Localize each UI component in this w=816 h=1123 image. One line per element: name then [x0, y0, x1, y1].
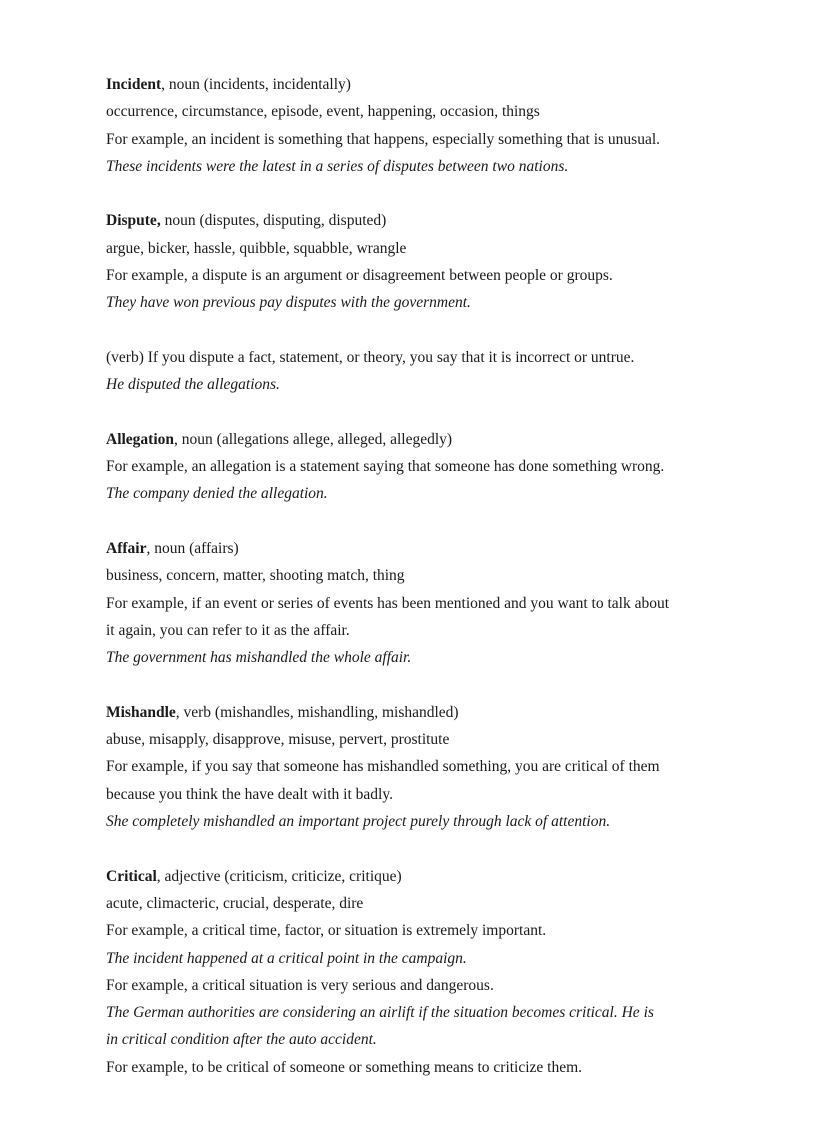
synonyms: acute, climacteric, crucial, desperate, dire [106, 894, 364, 912]
part-of-speech: noun (incidents, incidentally) [168, 76, 351, 93]
entry-dispute-verb [106, 344, 746, 399]
synonyms: argue, bicker, hassle, quibble, squabble, wrangle [106, 239, 407, 257]
entry-mishandle [106, 699, 746, 835]
entry-incident [106, 71, 746, 180]
example-sentence: She completely mishandled an important project purely through lack of attention. [106, 813, 611, 831]
separator: , [174, 430, 182, 448]
definition: For example, an incident is something that happens, especially something that is unusual. [106, 130, 661, 148]
headword: Incident [106, 76, 162, 93]
entry-dispute [106, 207, 746, 316]
headword: Affair [106, 540, 147, 558]
headword-line [106, 426, 746, 453]
part-of-speech: adjective (criticism, criticize, critique) [164, 867, 402, 885]
headword: Allegation [106, 430, 175, 448]
synonyms: abuse, misapply, disapprove, misuse, pervert, prostitute [106, 731, 450, 749]
separator: , [175, 703, 184, 721]
definition-continued: it again, you can refer to it as the affair. [106, 621, 350, 639]
example-sentence: These incidents were the latest in a series of disputes between two nations. [106, 157, 569, 175]
part-of-speech: noun (allegations allege, alleged, allegedly) [181, 430, 453, 448]
headword-line [106, 863, 746, 890]
part-of-speech: verb (mishandles, mishandling, mishandled) [183, 703, 459, 721]
headword: Dispute, [106, 212, 161, 230]
definition: For example, if you say that someone has mishandled something, you are critical of them [106, 758, 660, 776]
verb-definition: (verb) If you dispute a fact, statement, or theory, you say that it is incorrect or untrue. [106, 348, 635, 366]
definition: For example, to be critical of someone or something means to criticize them. [106, 1058, 583, 1076]
example-sentence: He disputed the allegations. [106, 376, 280, 394]
entry-allegation [106, 426, 746, 508]
part-of-speech: noun (affairs) [154, 540, 239, 558]
headword: Critical [106, 867, 157, 885]
separator: , [146, 540, 155, 558]
synonyms: occurrence, circumstance, episode, event, happening, occasion, things [106, 103, 540, 121]
separator: , [161, 76, 169, 93]
example-sentence: The company denied the allegation. [106, 485, 328, 503]
entry-affair [106, 535, 746, 671]
definition: For example, a critical time, factor, or situation is extremely important. [106, 922, 547, 940]
separator: , [156, 867, 165, 885]
definition-continued: because you think the have dealt with it badly. [106, 785, 393, 803]
definition: For example, a critical situation is very serious and dangerous. [106, 976, 494, 994]
definition: For example, if an event or series of events has been mentioned and you want to talk about [106, 594, 670, 612]
example-sentence: The German authorities are considering an airlift if the situation becomes critical. He is [106, 1004, 654, 1022]
headword-line [106, 535, 746, 562]
headword-line [106, 207, 746, 234]
definition: For example, a dispute is an argument or disagreement between people or groups. [106, 267, 613, 285]
example-sentence: They have won previous pay disputes with the government. [106, 294, 471, 312]
example-sentence-continued: in critical condition after the auto accident. [106, 1031, 377, 1049]
headword-line [106, 699, 746, 726]
document-page [106, 71, 746, 1081]
definition: For example, an allegation is a statement saying that someone has done something wrong. [106, 458, 665, 476]
entry-critical [106, 863, 746, 1081]
synonyms: business, concern, matter, shooting match, thing [106, 567, 405, 585]
headword-line [106, 71, 746, 98]
part-of-speech: noun (disputes, disputing, disputed) [164, 212, 387, 230]
headword: Mishandle [106, 703, 176, 721]
example-sentence: The incident happened at a critical point in the campaign. [106, 949, 467, 967]
example-sentence: The government has mishandled the whole affair. [106, 649, 412, 667]
